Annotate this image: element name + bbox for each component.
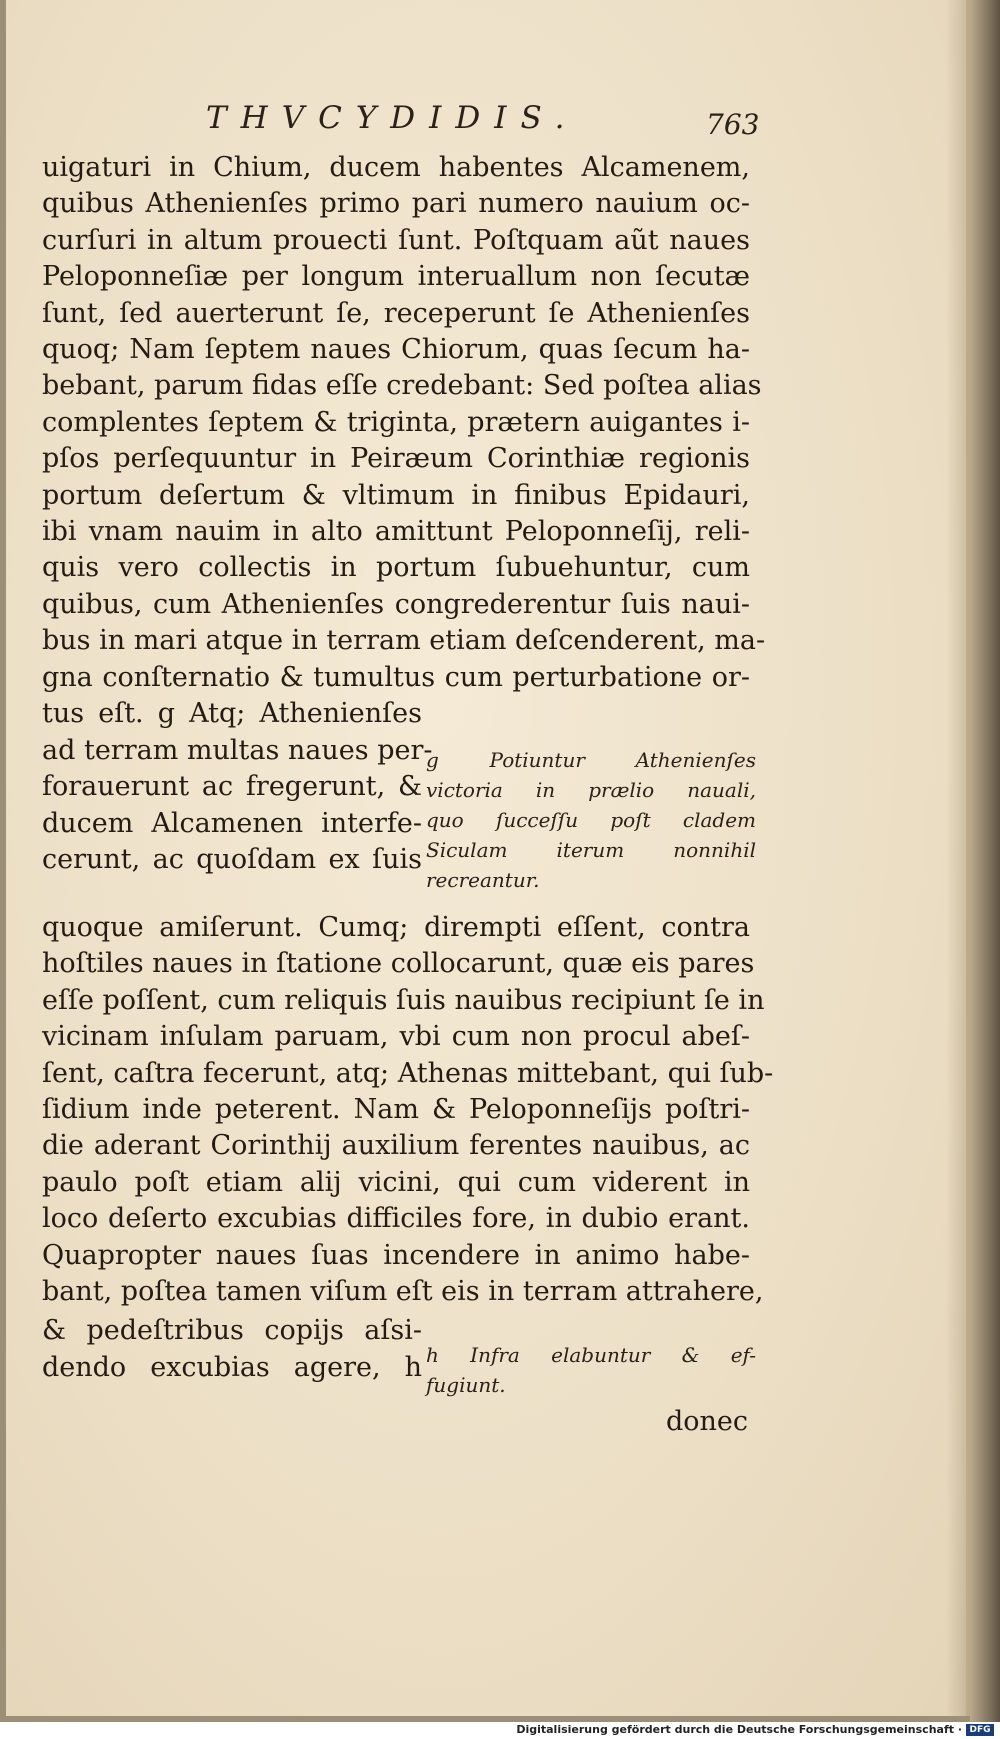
text-line: complentes ſeptem & triginta, prætern auigantes i- xyxy=(42,406,750,438)
text-line: & pedeſtribus copijs aſsi- xyxy=(42,1315,422,1346)
body-text-middle xyxy=(42,910,774,1310)
note-line: quo ſucceſſu poſt cladem xyxy=(426,808,756,832)
note-line: victoria in prælio nauali, xyxy=(426,778,756,802)
text-line: quis vero collectis in portum ſubuehuntur, cum xyxy=(42,552,750,584)
text-line: curſuri in altum prouecti ſunt. Poſtquam aũt naues xyxy=(42,224,750,256)
text-line: ſidium inde peterent. Nam & Peloponneſijs poſtri- xyxy=(42,1094,750,1126)
note-line: fugiunt. xyxy=(426,1373,506,1397)
text-line: bebant, parum fidas eſſe credebant: Sed poſtea alias xyxy=(42,370,762,402)
text-line: ſunt, ſed auerterunt ſe, receperunt ſe Athenienſes xyxy=(42,297,750,329)
digitization-footer xyxy=(0,1722,1000,1739)
text-line: portum deſertum & vltimum in finibus Epidauri, xyxy=(42,479,750,511)
text-line: vicinam inſulam paruam, vbi cum non procul abeſ- xyxy=(42,1021,750,1053)
text-line: quoq; Nam ſeptem naues Chiorum, quas ſecum ha- xyxy=(42,334,750,366)
text-line: eſſe poſſent, cum reliquis ſuis nauibus recipiunt ſe in xyxy=(42,984,765,1016)
text-line: uigaturi in Chium, ducem habentes Alcamenem, xyxy=(42,152,750,183)
text-line: quibus Athenienſes primo pari numero nauium oc- xyxy=(42,188,750,220)
marginal-note-g xyxy=(426,745,756,895)
note-line: recreantur. xyxy=(426,868,540,892)
note-line: Siculam iterum nonnihil xyxy=(426,838,756,862)
page-edge-shadow xyxy=(946,0,972,1716)
book-page xyxy=(6,0,972,1716)
text-line: Quapropter naues ſuas incendere in animo habe- xyxy=(42,1239,750,1271)
text-line: quibus, cum Athenienſes congrederentur ſuis naui- xyxy=(42,588,750,620)
dfg-logo: DFG xyxy=(966,1724,994,1736)
text-line: ſent, caſtra fecerunt, atq; Athenas mittebant, qui ſub- xyxy=(42,1057,774,1089)
text-line: ibi vnam nauim in alto amittunt Peloponneſij, reli- xyxy=(42,516,750,548)
text-line: ad terram multas naues per- xyxy=(42,734,433,766)
note-line: g Potiuntur Athenienſes xyxy=(426,748,756,772)
running-head: THVCYDIDIS. xyxy=(206,100,579,136)
text-line: tus eſt. g Atq; Athenienſes xyxy=(42,698,422,729)
text-line: gna conſternatio & tumultus cum perturbatione or- xyxy=(42,661,750,693)
body-text-split-g xyxy=(42,696,433,879)
text-line: die aderant Corinthij auxilium ferentes nauibus, ac xyxy=(42,1130,750,1162)
text-line: ducem Alcamenen interfe- xyxy=(42,807,422,839)
body-text-split-h xyxy=(42,1313,422,1386)
text-line: dendo excubias agere, h xyxy=(42,1351,422,1383)
text-line: quoque amiſerunt. Cumq; dirempti eſſent, contra xyxy=(42,912,750,943)
marginal-note-h xyxy=(426,1340,756,1400)
page-number: 763 xyxy=(706,108,760,141)
text-line: cerunt, ac quoſdam ex ſuis xyxy=(42,844,422,876)
text-line: paulo poſt etiam alij vicini, qui cum viderent in xyxy=(42,1166,750,1198)
text-line: forauerunt ac fregerunt, & xyxy=(42,771,422,803)
text-line: Peloponneſiæ per longum interuallum non ſecutæ xyxy=(42,261,750,293)
text-line: bant, poſtea tamen viſum eſt eis in terram attrahere, xyxy=(42,1276,764,1308)
text-line: loco deſerto excubias difficiles fore, in dubio erant. xyxy=(42,1203,750,1235)
text-line: hoſtiles naues in ſtatione collocarunt, quæ eis pares xyxy=(42,948,755,980)
catchword: donec xyxy=(666,1406,749,1437)
note-line: h Infra elabuntur & ef- xyxy=(426,1343,756,1367)
body-text-top xyxy=(42,150,766,696)
text-line: pſos perſequuntur in Peiræum Corinthiæ regionis xyxy=(42,443,750,475)
text-line: bus in mari atque in terram etiam deſcenderent, ma- xyxy=(42,625,766,657)
funding-credit: Digitalisierung gefördert durch die Deutsche Forschungsgemeinschaft · xyxy=(516,1723,962,1736)
book-gutter xyxy=(970,0,1000,1722)
